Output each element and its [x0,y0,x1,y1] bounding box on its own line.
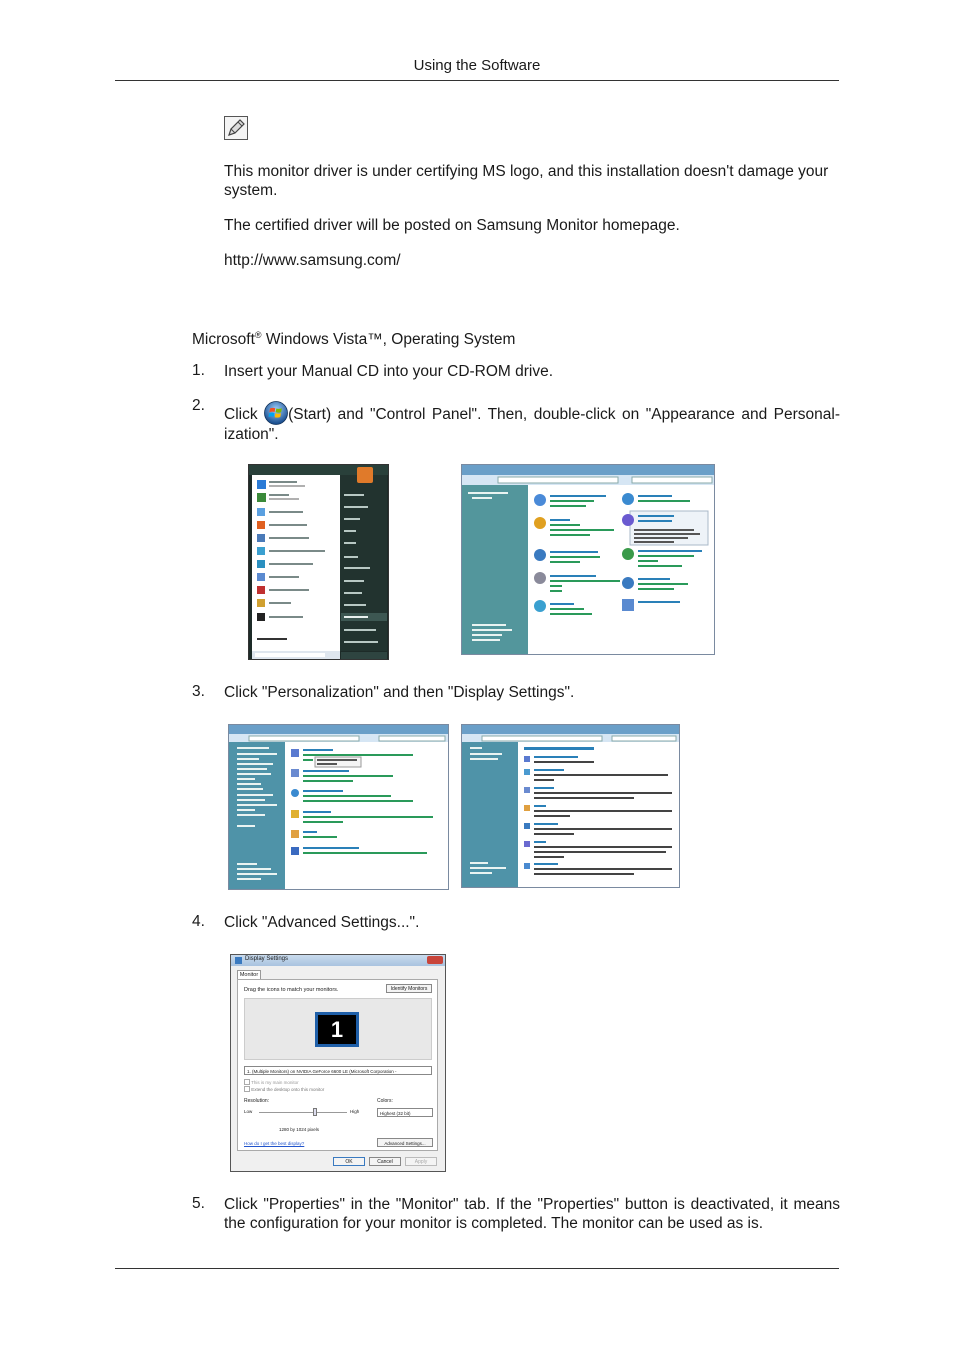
footer-rule [115,1268,839,1269]
monitor-1-tile[interactable] [315,1012,359,1047]
start-menu-screenshot [248,464,389,660]
samsung-url[interactable]: http://www.samsung.com/ [224,252,401,269]
step-number-3: 3. [192,683,205,700]
tab-monitor[interactable]: Monitor [237,970,261,980]
step-number-5: 5. [192,1195,205,1212]
dialog-title: Display Settings [245,956,289,962]
drag-instruction: Drag the icons to match your monitors. [244,987,339,993]
extend-desktop-checkbox[interactable]: Extend the desktop onto this monitor [244,1086,324,1092]
appearance-personalization-screenshot [228,724,449,890]
note-paragraph-1: This monitor driver is under certifying MS logo, and this installation doesn't damage your system. [224,163,829,199]
note-paragraph-2: The certified driver will be posted on Samsung Monitor homepage. [224,217,680,234]
colors-label: Colors: [377,1098,393,1104]
colors-select[interactable]: Highest (32 bit) [377,1108,433,1117]
monitor-number: 1 [318,1015,356,1044]
control-panel-screenshot [461,464,715,655]
checkbox-icon [244,1086,250,1092]
resolution-slider-thumb[interactable] [313,1108,317,1116]
resolution-low: Low [244,1109,253,1114]
cancel-button[interactable]: Cancel [369,1157,401,1166]
step-text-4: Click "Advanced Settings...". [224,914,420,931]
checkbox-icon [244,1079,250,1085]
close-icon[interactable] [427,956,443,964]
monitor-select[interactable]: 1. (Multiple Monitors) on NVIDIA GeForce 6600 LE (Microsoft Corporation - [244,1066,432,1075]
resolution-slider-track[interactable] [259,1112,347,1113]
step-text-5: Click "Properties" in the "Monitor" tab. If the "Properties" button is deactivated, it means the configuration for your monitor is completed. The monitor can be used as is. [224,1196,840,1232]
windows-start-orb-icon [264,401,288,425]
step-number-2: 2. [192,397,205,414]
personalization-screenshot [461,724,680,888]
main-monitor-checkbox[interactable]: This is my main monitor [244,1079,299,1085]
header-rule [115,80,839,81]
step-text-3: Click "Personalization" and then "Display Settings". [224,684,575,701]
step-text-2: Click (Start) and "Control Panel". Then, double-click on "Appearance and Personal-ization". [224,401,840,444]
note-pencil-icon [224,116,248,140]
step-text-1: Insert your Manual CD into your CD-ROM drive. [224,363,554,380]
page-header: Using the Software [413,57,541,74]
resolution-high: High [350,1109,360,1114]
advanced-settings-button[interactable]: Advanced Settings... [377,1138,433,1147]
section-title: Microsoft® Windows Vista™, Operating System [192,330,516,349]
step-number-4: 4. [192,913,205,930]
resolution-label: Resolution: [244,1098,270,1104]
ok-button[interactable]: OK [333,1157,365,1166]
identify-monitors-button[interactable]: Identify Monitors [386,984,432,993]
apply-button[interactable]: Apply [405,1157,437,1166]
display-settings-icon [235,957,242,964]
display-settings-screenshot [230,954,446,1172]
step-number-1: 1. [192,362,205,379]
help-link[interactable]: How do I get the best display? [244,1141,305,1146]
resolution-value: 1280 by 1024 pixels [279,1127,320,1132]
